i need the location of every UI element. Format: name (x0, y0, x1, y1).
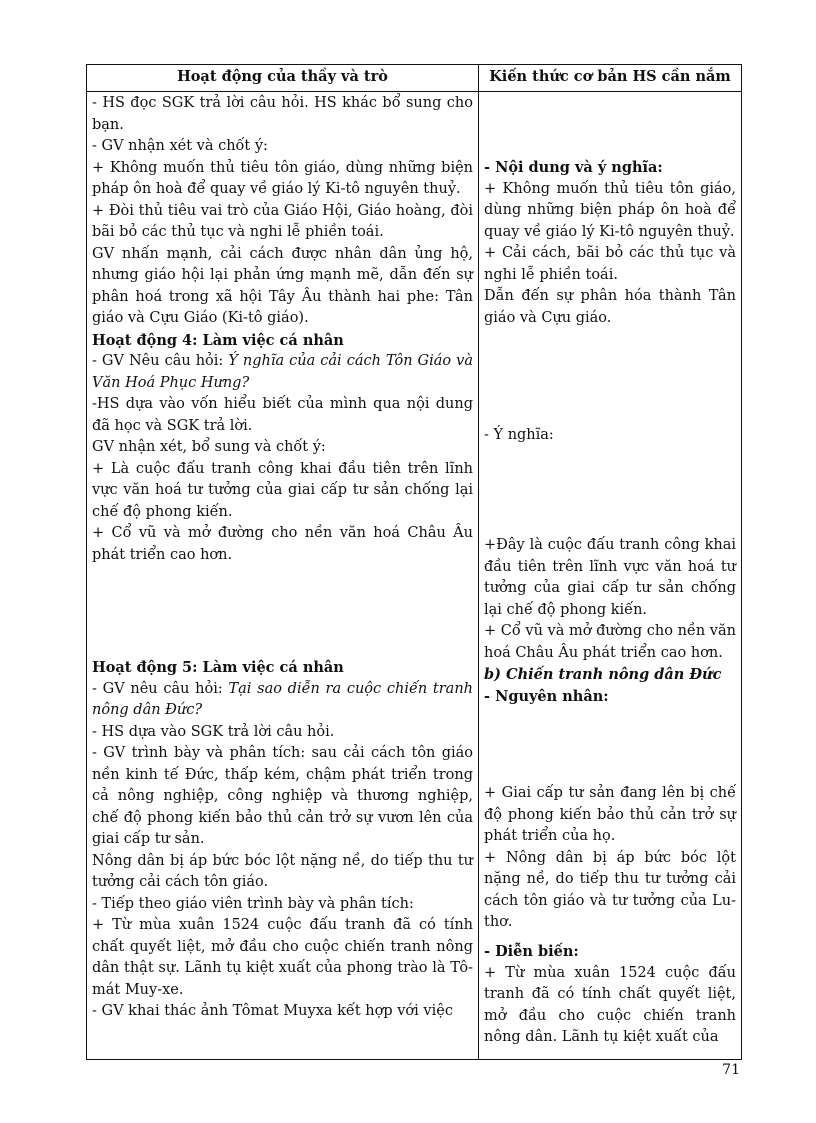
right-block-meaning (484, 425, 736, 447)
left-text (92, 351, 473, 394)
activity-4-heading: Hoạt động 4: Làm việc cá nhân (92, 331, 344, 349)
section-b-heading: b) Chiến tranh nông dân Đức (484, 666, 722, 683)
question-italic: Tại sao diễn ra cuộc chiến tranh nông dân Đức? (92, 680, 473, 718)
column-divider (478, 65, 479, 1059)
right-text: + Từ mùa xuân 1524 cuộc đấu tranh đã có tính chất quyết liệt, mở đầu cho cuộc chiến tranh nông dân. Lãnh tụ kiệt xuất của (484, 964, 736, 1045)
header-divider (87, 91, 741, 92)
right-block-events (484, 941, 736, 1049)
left-text (92, 679, 473, 722)
left-block-1 (92, 93, 473, 566)
content-meaning-heading: - Nội dung và ý nghĩa: (484, 159, 663, 176)
left-block-2 (92, 657, 473, 1023)
left-text: GV nhấn mạnh, cải cách được nhân dân ủng hộ, nhưng giáo hội lại phản ứng mạnh mẽ, dẫn đến sự phân hoá trong xã hội Tây Âu thành hai phe: Tân giáo và Cựu Giáo (Ki-tô giáo). (92, 245, 473, 326)
activity-5-heading: Hoạt động 5: Làm việc cá nhân (92, 659, 344, 676)
left-text: - Tiếp theo giáo viên trình bày và phân tích: (92, 895, 414, 912)
right-text: - Ý nghĩa: (484, 427, 554, 443)
left-text: - GV nhận xét và chốt ý: (92, 138, 268, 154)
right-text: + Cổ vũ và mở đường cho nền văn hoá Châu Âu phát triển cao hơn. (484, 623, 736, 661)
left-text: Nông dân bị áp bức bóc lột nặng nề, do tiếp thu tư tưởng cải cách tôn giáo. (92, 852, 473, 890)
right-block-content (484, 157, 736, 329)
left-text: + Từ mùa xuân 1524 cuộc đấu tranh đã có tính chất quyết liệt, mở đầu cho cuộc chiến tranh nông dân thật sự. Lãnh tụ kiệt xuất của phong trào là Tô-mát Muy-xe. (92, 917, 473, 998)
right-text: + Cải cách, bãi bỏ các thủ tục và nghi lễ phiền toái. (484, 245, 736, 283)
header-basic-knowledge: Kiến thức cơ bản HS cần nắm (489, 68, 731, 85)
left-text: - GV trình bày và phân tích: sau cải cách tôn giáo nền kinh tế Đức, thấp kém, chậm phát triển trong cả nông nghiệp, công nghiệp và thương nghiệp, chế độ phong kiến bảo thủ cản trở sự vươn lên của giai cấp tư sản. (92, 745, 473, 847)
right-text: +Đây là cuộc đấu tranh công khai đầu tiên trên lĩnh vực văn hoá tư tưởng của giai cấp tư sản chống lại chế độ phong kiến. (484, 537, 736, 618)
cause-heading: - Nguyên nhân: (484, 687, 609, 705)
question-prefix: - GV nêu câu hỏi: (92, 680, 229, 697)
left-text: + Đòi thủ tiêu vai trò của Giáo Hội, Giáo hoàng, đòi bãi bỏ các thủ tục và nghi lễ phiền toái. (92, 202, 473, 240)
left-text: GV nhận xét, bổ sung và chốt ý: (92, 439, 326, 455)
left-text: -HS dựa vào vốn hiểu biết của mình qua nội dung đã học và SGK trả lời. (92, 396, 473, 434)
right-block-cause (484, 783, 736, 934)
events-heading: - Diễn biến: (484, 943, 579, 960)
left-text: - HS dựa vào SGK trả lời câu hỏi. (92, 723, 335, 740)
left-text: + Cổ vũ và mở đường cho nền văn hoá Châu Âu phát triển cao hơn. (92, 525, 473, 563)
right-text: + Nông dân bị áp bức bóc lột nặng nề, do tiếp thu tư tưởng cải cách tôn giáo và tư tưởng của Lu-thơ. (484, 849, 736, 930)
header-teacher-student-activities: Hoạt động của thầy và trò (177, 68, 388, 85)
right-text: + Giai cấp tư sản đang lên bị chế độ phong kiến bảo thủ cản trở sự phát triển của họ. (484, 785, 736, 844)
left-text: - GV khai thác ảnh Tômat Muyxa kết hợp với việc (92, 1003, 453, 1019)
lesson-table (86, 64, 742, 1060)
left-text: + Không muốn thủ tiêu tôn giáo, dùng những biện pháp ôn hoà để quay về giáo lý Ki-tô nguyên thuỷ. (92, 159, 473, 197)
right-block-significance (484, 535, 736, 707)
question-prefix: - GV Nêu câu hỏi: (92, 353, 229, 369)
left-text: - HS đọc SGK trả lời câu hỏi. HS khác bổ sung cho bạn. (92, 95, 473, 133)
page-number: 71 (722, 1062, 740, 1078)
right-text: + Không muốn thủ tiêu tôn giáo, dùng những biện pháp ôn hoà để quay về giáo lý Ki-tô nguyên thuỷ. (484, 180, 736, 240)
question-italic: Ý nghĩa của cải cách Tôn Giáo và Văn Hoá Phục Hưng? (92, 353, 473, 391)
left-text: + Là cuộc đấu tranh công khai đầu tiên trên lĩnh vực văn hoá tư tưởng của giai cấp tư sản chống lại chế độ phong kiến. (92, 460, 473, 520)
right-text: Dẫn đến sự phân hóa thành Tân giáo và Cựu giáo. (484, 288, 736, 326)
